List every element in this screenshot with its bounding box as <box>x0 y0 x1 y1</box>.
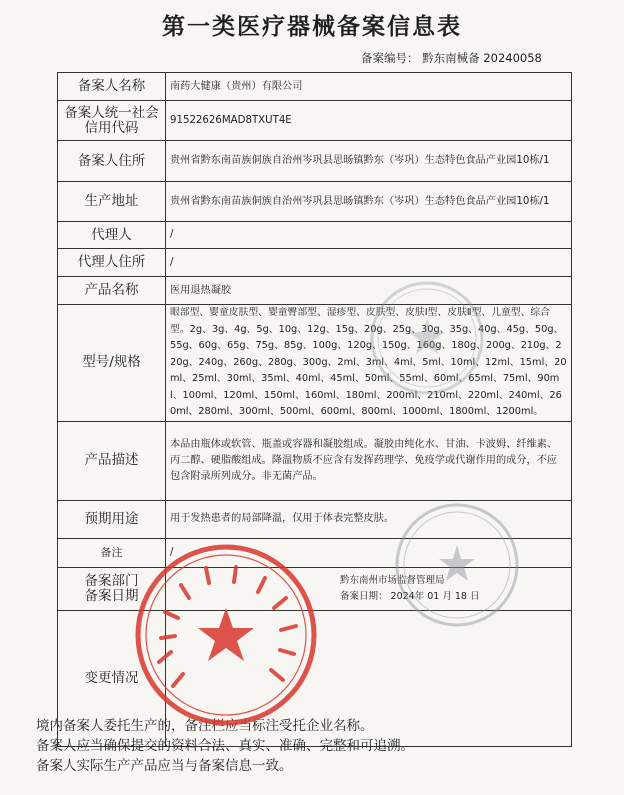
note-item: 备案人应当确保提交的资料合法、真实、准确、完整和可追溯。 <box>36 738 414 754</box>
filing-info-table <box>57 72 572 747</box>
label-product-name: 产品名称 <box>58 277 166 305</box>
row-model-spec <box>58 305 572 422</box>
row-production-address <box>58 182 572 222</box>
value-department <box>166 567 572 610</box>
department-name: 黔东南州市场监督管理局 <box>340 574 445 586</box>
label-description: 产品描述 <box>58 421 166 500</box>
row-filer-name <box>58 73 572 101</box>
notes <box>36 716 414 776</box>
value-filer-address: 贵州省黔东南苗族侗族自治州岑巩县思旸镇黔东（岑巩）生态特色食品产业园10栋/1 <box>166 141 572 182</box>
label-model-spec: 型号/规格 <box>58 305 166 422</box>
label-production-address: 生产地址 <box>58 182 166 222</box>
row-agent <box>58 222 572 249</box>
value-agent-address: / <box>166 249 572 277</box>
value-model-spec: 眼部型、婴童皮肤型、婴童臀部型、湿疹型、皮肤型、皮肤Ⅰ型、皮肤Ⅱ型、儿童型、综合型。2g、3g、4g、5g、10g、12g、15g、20g、25g、30g、35g、40g、45g、50g、55g、60g、65g、75g、85g、100g、120g、150g、160g、180g、200g、210g、220g、240g、260g、280g、300g、2ml、3ml、4ml、5ml、10ml、12ml、15ml、20ml、25ml、30ml、35ml、40ml、45ml、50ml、55ml、60ml、65ml、75ml、90ml、100ml、120ml、150ml、160ml、180ml、200ml、210ml、220ml、240ml、260ml、280ml、300ml、500ml、600ml、800ml、1000ml、1800ml、1200ml。 <box>166 305 572 422</box>
value-remarks: / <box>166 538 572 567</box>
note-item: 境内备案人委托生产的，备注栏应当标注受托企业名称。 <box>36 718 374 734</box>
row-department <box>58 567 572 610</box>
value-filer-name: 南药大健康（贵州）有限公司 <box>166 73 572 101</box>
filing-date: 备案日期： 2024年 01 月 18 日 <box>340 590 480 602</box>
value-agent: / <box>166 222 572 249</box>
label-department <box>58 567 166 610</box>
value-description: 本品由瓶体或软管、瓶盖或容器和凝胶组成。凝胶由纯化水、甘油、卡波姆、纤维素、丙二醇、硬脂酸组成。降温物质不应含有发挥药理学、免疫学或代谢作用的成分，不应包含附录所列成分。非无菌产品。 <box>166 421 572 500</box>
row-filer-address <box>58 141 572 182</box>
row-description <box>58 421 572 500</box>
row-credit-code <box>58 101 572 141</box>
note-item: 备案人实际生产产品应当与备案信息一致。 <box>36 758 293 774</box>
label-intended-use: 预期用途 <box>58 500 166 538</box>
row-remarks <box>58 538 572 567</box>
label-changes: 变更情况 <box>58 610 166 746</box>
label-department-name: 备案部门 <box>84 572 139 589</box>
value-product-name: 医用退热凝胶 <box>166 277 572 305</box>
filing-number: 备案编号： 黔东南械备 20240058 <box>361 51 542 65</box>
row-agent-address <box>58 249 572 277</box>
row-intended-use <box>58 500 572 538</box>
label-agent-address: 代理人住所 <box>58 249 166 277</box>
row-product-name <box>58 277 572 305</box>
page-title: 第一类医疗器械备案信息表 <box>162 13 462 40</box>
label-filing-date: 备案日期 <box>84 587 139 604</box>
label-remarks: 备注 <box>58 538 166 567</box>
label-agent: 代理人 <box>58 222 166 249</box>
label-filer-address: 备案人住所 <box>58 141 166 182</box>
value-intended-use: 用于发热患者的局部降温，仅用于体表完整皮肤。 <box>166 500 572 538</box>
label-filer-name: 备案人名称 <box>58 73 166 101</box>
label-credit-code: 备案人统一社会信用代码 <box>58 101 166 141</box>
value-credit-code: 91522626MAD8TXUT4E <box>166 101 572 141</box>
value-production-address: 贵州省黔东南苗族侗族自治州岑巩县思旸镇黔东（岑巩）生态特色食品产业园10栋/1 <box>166 182 572 222</box>
